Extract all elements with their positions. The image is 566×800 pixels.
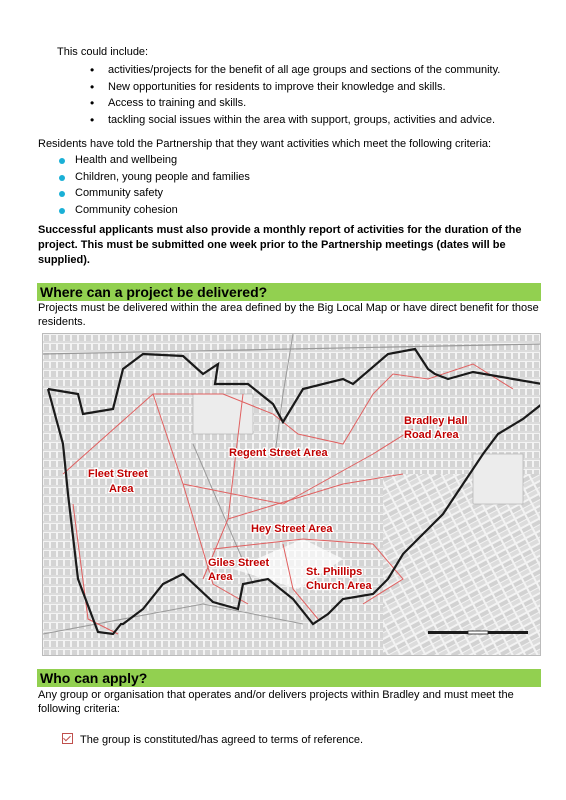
list-item: Community safety (55, 186, 250, 203)
where-text: Projects must be delivered within the area defined by the Big Local Map or have direct benefit for those residents. (38, 302, 539, 328)
check-item-text: The group is constituted/has agreed to terms of reference. (80, 734, 364, 746)
map-label-hey-street: Hey Street Area (251, 523, 333, 535)
map-label-fleet-street: Fleet Street (88, 468, 148, 480)
map-image (43, 334, 541, 656)
map-label-giles-street: Giles Street (208, 557, 270, 569)
map-label-fleet-street-area: Area (109, 483, 134, 495)
map-label-bradley-hall: Bradley Hall (404, 415, 468, 427)
criteria-lead: Residents have told the Partnership that they want activities which meet the following criteria: (38, 138, 492, 150)
list-item: • Access to training and skills. (88, 96, 500, 113)
map-label-st-phillips: St. Phillips (306, 566, 363, 578)
check-list-item (62, 732, 363, 746)
map-label-regent-street: Regent Street Area (229, 447, 328, 459)
report-requirement-note: Successful applicants must also provide a monthly report of activities for the duration of the project. This must be submitted one week prior to the Partnership meetings (dates will be supplied). (38, 224, 522, 266)
checkbox-tick-icon (62, 733, 73, 744)
where-heading: Where can a project be delivered? (37, 283, 541, 301)
map-label-giles-street-area: Area (208, 571, 233, 583)
big-local-map (42, 333, 541, 656)
who-heading: Who can apply? (37, 669, 541, 687)
list-item: • New opportunities for residents to improve their knowledge and skills. (88, 80, 500, 97)
map-label-st-phillips-area: Church Area (306, 580, 372, 592)
list-item: Community cohesion (55, 203, 250, 220)
list-item: Children, young people and families (55, 170, 250, 187)
list-item: Health and wellbeing (55, 153, 250, 170)
intro-lead: This could include: (57, 46, 149, 58)
intro-list (88, 63, 500, 129)
criteria-list (55, 153, 250, 219)
list-item: • activities/projects for the benefit of all age groups and sections of the community. (88, 63, 500, 80)
map-label-bradley-hall-area: Road Area (404, 429, 459, 441)
list-item: • tackling social issues within the area with support, groups, activities and advice. (88, 113, 500, 130)
who-text: Any group or organisation that operates and/or delivers projects within Bradley and must meet the following criteria: (38, 689, 514, 715)
